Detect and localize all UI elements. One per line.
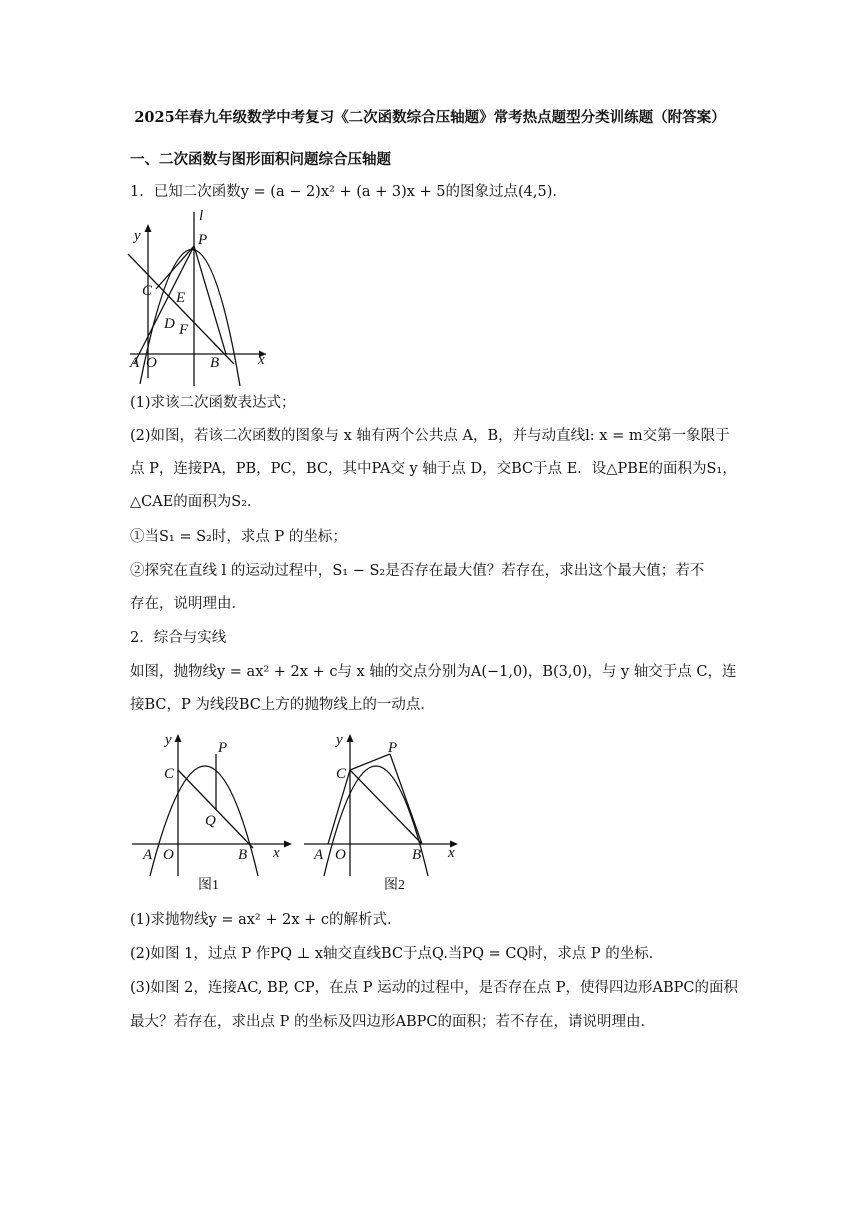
q1-figure bbox=[126, 204, 274, 386]
q2-part3-line1: (3)如图 2，连接AC, BP, CP，在点 P 运动的过程中，是否存在点 P，使得四边形ABPC的面积 bbox=[130, 980, 738, 996]
q1-part2-line1: (2)如图，若该二次函数的图象与 x 轴有两个公共点 A，B，并与动直线l: x = m交第一象限于 bbox=[130, 428, 730, 444]
q1-sub1: ①当S₁ = S₂时，求点 P 的坐标； bbox=[130, 529, 347, 545]
label-y: y bbox=[134, 228, 141, 244]
y-axis-arrow bbox=[145, 224, 152, 232]
y-axis-arrow bbox=[175, 734, 182, 742]
label-a: A bbox=[130, 355, 140, 371]
label-b: B bbox=[210, 355, 220, 371]
label-o: O bbox=[146, 355, 157, 371]
label-c: C bbox=[142, 283, 153, 299]
label-e: E bbox=[176, 290, 186, 306]
label-p: P bbox=[218, 740, 228, 756]
y-axis-arrow bbox=[347, 734, 354, 742]
label-c: C bbox=[164, 766, 175, 782]
q2-part1: (1)求抛物线y = ax² + 2x + c的解析式． bbox=[130, 912, 402, 928]
label-x: x bbox=[448, 845, 455, 861]
label-b: B bbox=[412, 847, 422, 863]
x-axis-arrow bbox=[284, 841, 292, 848]
label-l: l bbox=[199, 208, 204, 224]
q1-sub2-line2: 存在，说明理由． bbox=[130, 596, 246, 612]
q2-heading: 2．综合与实线 bbox=[130, 630, 227, 646]
label-p: P bbox=[388, 740, 398, 756]
label-b: B bbox=[238, 847, 248, 863]
q1-sub2-line1: ②探究在直线 l 的运动过程中，S₁ − S₂是否存在最大值？若存在，求出这个最大值；若不 bbox=[130, 563, 705, 579]
label-x: x bbox=[273, 845, 280, 861]
label-x: x bbox=[258, 352, 265, 368]
q2-figure-1 bbox=[128, 726, 296, 898]
label-y: y bbox=[165, 732, 172, 748]
q1-part1: (1)求该二次函数表达式； bbox=[130, 395, 296, 411]
segment-bc bbox=[350, 770, 422, 844]
label-c: C bbox=[336, 766, 347, 782]
label-o: O bbox=[335, 847, 346, 863]
label-y: y bbox=[336, 732, 343, 748]
q1-part2-line3: △CAE的面积为S₂． bbox=[130, 494, 262, 510]
q1-stem: 1．已知二次函数y = (a − 2)x² + (a + 3)x + 5的图象过点(4,5)． bbox=[130, 184, 567, 200]
q1-part2-line2: 点 P，连接PA，PB，PC，BC，其中PA交 y 轴于点 D，交BC于点 E．设△PBE的面积为S₁， bbox=[130, 461, 737, 477]
label-a: A bbox=[143, 847, 153, 863]
document-title: 2025年春九年级数学中考复习《二次函数综合压轴题》常考热点题型分类训练题（附答案） bbox=[134, 109, 726, 126]
segment-bp bbox=[390, 754, 422, 844]
q2-stem-line1: 如图，抛物线y = ax² + 2x + c与 x 轴的交点分别为A(−1,0)，B(3,0)，与 y 轴交于点 C，连 bbox=[130, 664, 737, 680]
label-a: A bbox=[314, 847, 324, 863]
figure-caption: 图2 bbox=[384, 878, 405, 893]
q2-part3-line2: 最大？若存在，求出点 P 的坐标及四边形ABPC的面积；若不存在，请说明理由． bbox=[130, 1014, 655, 1030]
label-p: P bbox=[198, 232, 208, 248]
q2-part2: (2)如图 1，过点 P 作PQ ⊥ x轴交直线BC于点Q.当PQ = CQ时，求点 P 的坐标． bbox=[130, 946, 664, 962]
label-d: D bbox=[164, 316, 175, 332]
figure-caption: 图1 bbox=[198, 878, 219, 893]
q2-figure-2 bbox=[302, 726, 462, 898]
label-f: F bbox=[179, 322, 189, 338]
section-heading: 一、二次函数与图形面积问题综合压轴题 bbox=[130, 151, 391, 168]
label-o: O bbox=[163, 847, 174, 863]
q2-stem-line2: 接BC，P 为线段BC上方的抛物线上的一动点． bbox=[130, 697, 435, 713]
label-q: Q bbox=[205, 813, 216, 829]
